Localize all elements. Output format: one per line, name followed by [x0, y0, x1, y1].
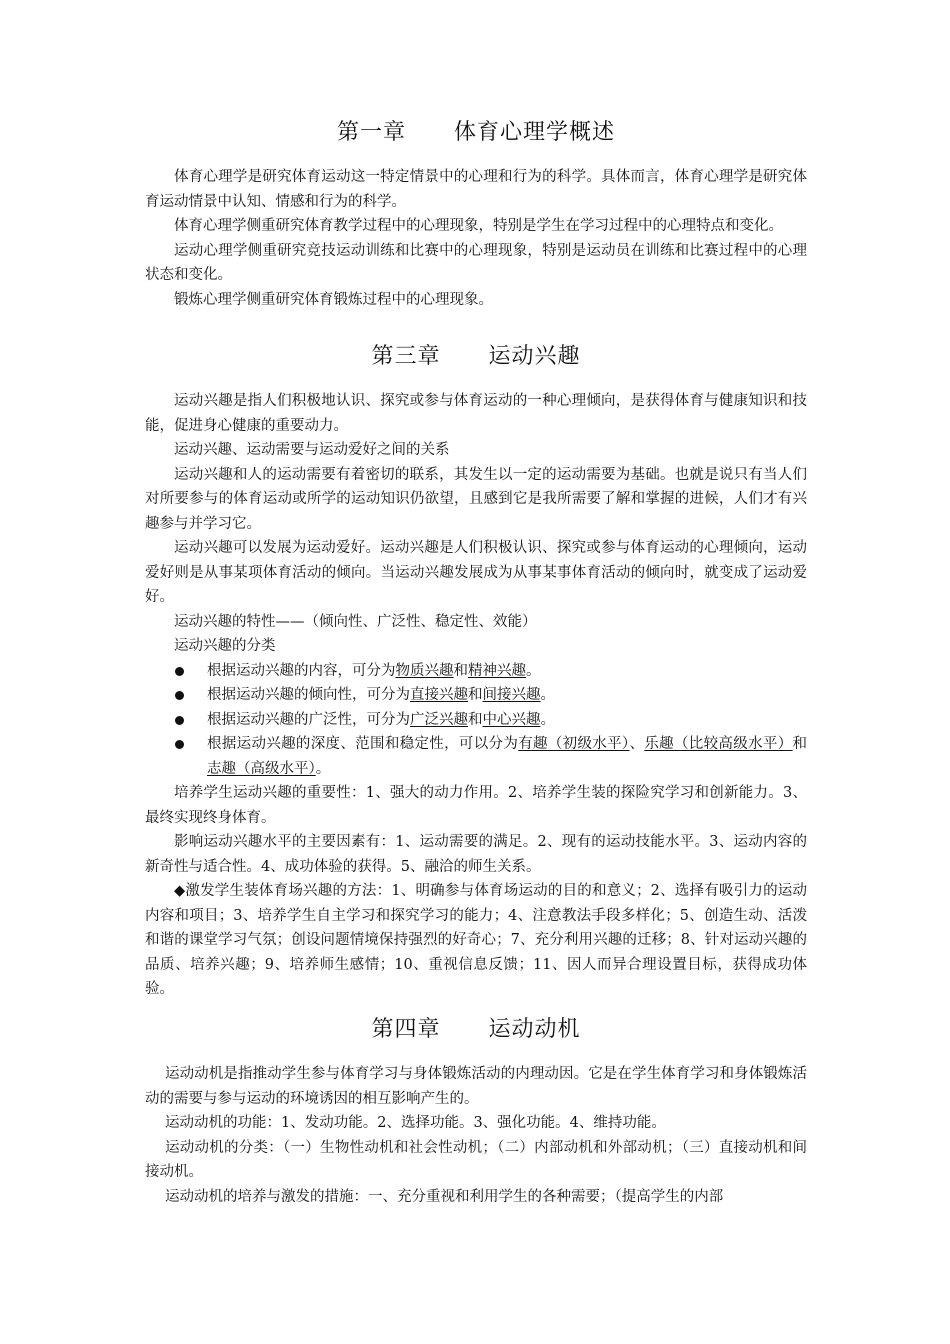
paragraph: 运动动机的分类：（一）生物性动机和社会性动机；（二）内部动机和外部动机；（三）直接动机和间接动机。: [145, 1139, 807, 1180]
list-item: [145, 732, 807, 781]
underlined-term: 物质兴趣: [395, 662, 454, 679]
chapter-1-name: 体育心理学概述: [454, 120, 616, 145]
chapter-4-section: [145, 1010, 807, 1209]
paragraph: 运动兴趣和人的运动需要有着密切的联系，其发生以一定的运动需要为基础。也就是说只有当人们对所要参与的体育运动或所学的运动知识仍欲望，且感到它是我所需要了解和掌握的进候，人们才有兴趣参与并学习它。: [145, 466, 807, 532]
bullet-text: 和: [468, 687, 483, 703]
paragraph: 体育心理学侧重研究体育教学过程中的心理现象，特别是学生在学习过程中的心理特点和变化。: [174, 218, 783, 234]
bullet-icon: [175, 716, 184, 725]
paragraph: 运动兴趣的分类: [174, 638, 276, 654]
underlined-term: 直接兴趣: [410, 687, 468, 703]
underlined-term: 志趣（高级水平）: [207, 760, 316, 777]
list-item: [145, 708, 807, 733]
chapter-4-title: [145, 1010, 807, 1050]
underlined-term: 有趣（初级水平）: [518, 736, 630, 752]
chapter-3-section: [145, 337, 807, 1002]
underlined-term: 中心兴趣: [482, 711, 541, 728]
paragraph: 影响运动兴趣水平的主要因素有：1、运动需要的满足。2、现有的运动技能水平。3、运动内容的新奇性与适合性。4、成功体验的获得。5、融洽的师生关系。: [145, 834, 807, 875]
paragraph: 运动兴趣是指人们积极地认识、探究或参与体育运动的一种心理倾向，是获得体育与健康知识和技能，促进身心健康的重要动力。: [145, 393, 807, 434]
paragraph: 运动心理学侧重研究竞技运动训练和比赛中的心理现象，特别是运动员在训练和比赛过程中的心理状态和变化。: [145, 242, 807, 283]
chapter-4-name: 运动动机: [488, 1017, 581, 1042]
underlined-term: 间接兴趣: [482, 687, 541, 703]
underlined-term: 乐趣（比较高级水平）: [644, 736, 793, 752]
chapter-1-section: [145, 113, 807, 312]
bullet-icon: [175, 667, 184, 676]
paragraph: 运动动机的功能：1、发动功能。2、选择功能。3、强化功能。4、维持功能。: [165, 1115, 666, 1131]
underlined-term: 广泛兴趣: [410, 711, 468, 728]
bullet-text: 根据运动兴趣的广泛性，可分为: [207, 711, 410, 728]
paragraph: 体育心理学是研究体育运动这一特定情景中的心理和行为的科学。具体而言，体育心理学是研究体育运动情景中认知、情感和行为的科学。: [145, 169, 807, 210]
chapter-3-number: 第三章: [371, 344, 441, 369]
chapter-1-number: 第一章: [336, 120, 406, 145]
bullet-text: 和: [453, 662, 468, 679]
bullet-text: 。: [540, 711, 555, 728]
bullet-text: 。: [540, 687, 555, 703]
bullet-text: 。: [315, 760, 331, 777]
paragraph: ◆激发学生装体育场兴趣的方法：1、明确参与体育场运动的目的和意义；2、选择有吸引力的运动内容和项目；3、培养学生自主学习和探究学习的能力；4、注意教法手段多样化；5、创造生动、活泼和谐的课堂学习气氛；创设问题情境保持强烈的好奇心；7、充分利用兴趣的迁移；8、针对运动兴趣的品质、培养兴趣；9、培养师生感情；10、重视信息反馈；11、因人而异合理设置目标，获得成功体验。: [145, 883, 807, 997]
list-item: [145, 659, 807, 684]
bullet-icon: [175, 691, 184, 700]
bullet-text: 、: [629, 736, 645, 752]
bullet-text: 根据运动兴趣的倾向性，可分为: [207, 687, 410, 703]
interest-classification-list: [145, 659, 807, 782]
paragraph: 锻炼心理学侧重研究体育锻炼过程中的心理现象。: [174, 291, 493, 308]
chapter-4-number: 第四章: [371, 1017, 441, 1042]
chapter-3-title: [145, 337, 807, 377]
paragraph: 运动兴趣、运动需要与运动爱好之间的关系: [174, 442, 450, 458]
bullet-text: 根据运动兴趣的深度、范围和稳定性，可以分为: [207, 736, 519, 752]
paragraph: 运动动机是指推动学生参与体育学习与身体锻炼活动的内理动因。它是在学生体育学习和身体锻炼活动的需要与参与运动的环境诱因的相互影响产生的。: [145, 1066, 807, 1107]
underlined-term: 精神兴趣: [468, 662, 526, 679]
paragraph: 运动兴趣的特性——（倾向性、广泛性、稳定性、效能）: [174, 613, 537, 630]
chapter-3-name: 运动兴趣: [488, 344, 581, 369]
chapter-1-title: [145, 113, 807, 153]
list-item: [145, 683, 807, 708]
bullet-text: 。: [526, 662, 541, 679]
paragraph: 运动动机的培养与激发的措施：一、充分重视和利用学生的各种需要；（提高学生的内部: [165, 1188, 724, 1205]
bullet-text: 和: [468, 711, 483, 728]
paragraph: 培养学生运动兴趣的重要性：1、强大的动力作用。2、培养学生装的探险究学习和创新能力。3、最终实现终身体育。: [145, 785, 807, 826]
bullet-text: 根据运动兴趣的内容，可分为: [207, 662, 396, 679]
bullet-text: 和: [792, 736, 808, 752]
bullet-icon: [175, 740, 184, 749]
paragraph: 运动兴趣可以发展为运动爱好。运动兴趣是人们积极认识、探究或参与体育运动的心理倾向，运动爱好则是从事某项体育活动的倾向。当运动兴趣发展成为从事某事体育活动的倾向时，就变成了运动爱好。: [145, 540, 807, 605]
